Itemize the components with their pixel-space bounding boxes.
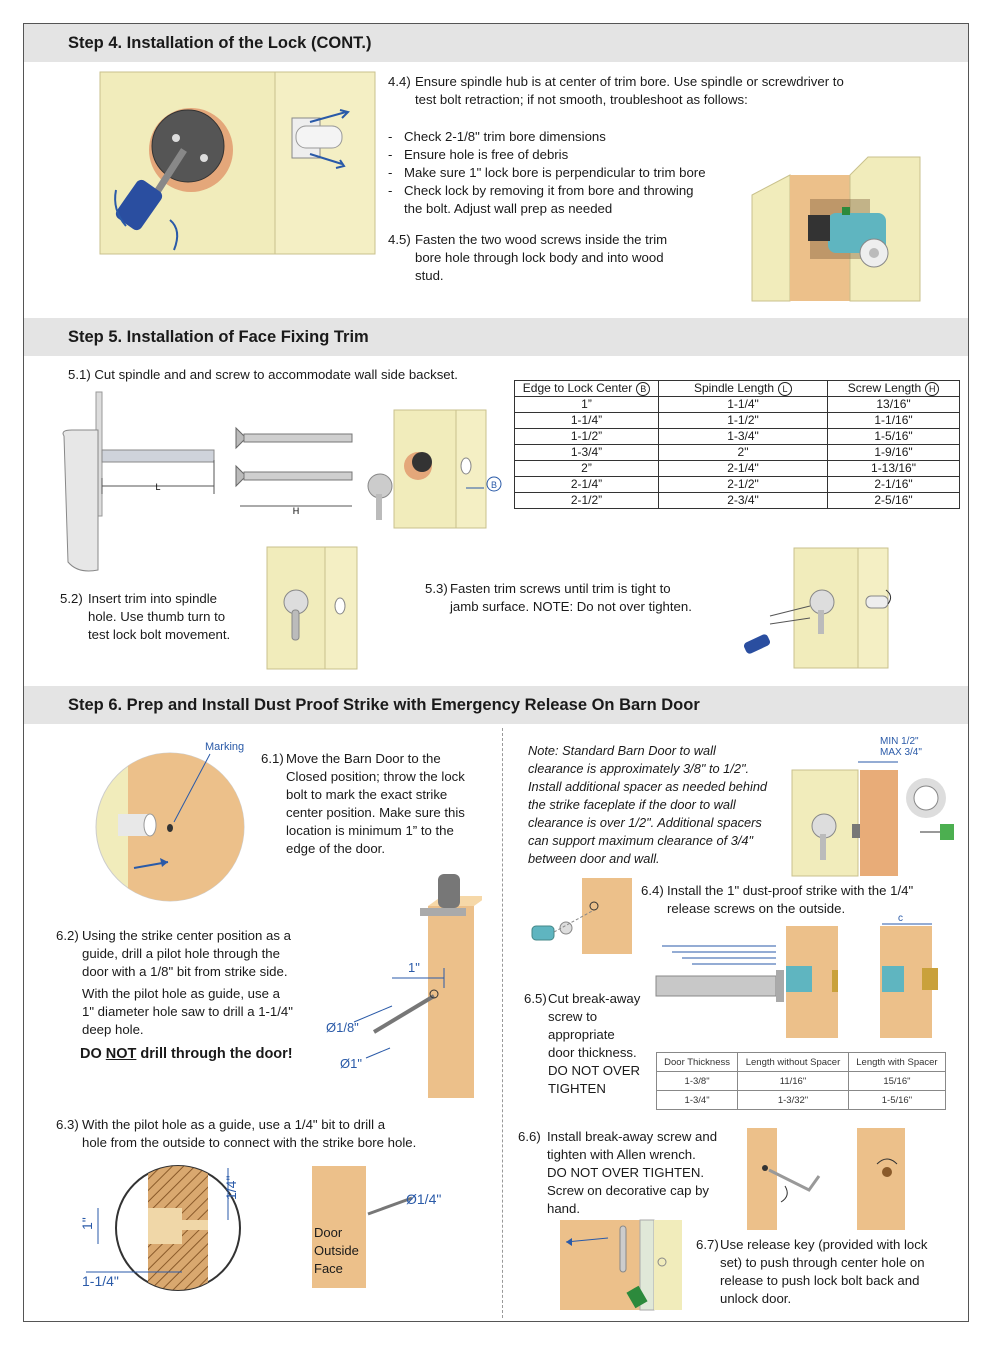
step5-header: Step 5. Installation of Face Fixing Trim: [24, 318, 968, 356]
s44-line2: test bolt retraction; if not smooth, troubleshoot as follows:: [415, 92, 748, 107]
step6-6-text: 6.6) Install break-away screw and tighten with Allen wrench. DO NOT OVER TIGHTEN. Screw on decorative cap by hand.: [518, 1129, 718, 1216]
list-item: - Ensure hole is free of debris: [388, 147, 569, 162]
dim-1-dia: Ø1": [340, 1056, 362, 1071]
release-key-diagram: [558, 1218, 686, 1312]
trim-spindle-diagram: [58, 388, 218, 572]
bore-section-diagram: [76, 1160, 276, 1292]
door-outside-face-label: Door Outside Face: [314, 1225, 359, 1276]
step6-header: Step 6. Prep and Install Dust Proof Strike with Emergency Release On Barn Door: [24, 686, 968, 724]
s44-line1: Ensure spindle hub is at center of trim bore. Use spindle or screwdriver to: [415, 74, 844, 89]
clearance-note: Note: Standard Barn Door to wall clearance is approximately 3/8" to 1/2". Install additional spacer as needed behind the strike faceplate if the door to wall clearance is over 1/2". Additional spacers can support maximum clearance of 3/4" between door and wall.: [528, 743, 768, 866]
step5-1-text: 5.1) Cut spindle and and screw to accommodate wall side backset.: [68, 367, 458, 382]
warning-text: DO NOT drill through the door!: [80, 1046, 293, 1062]
list-item-continued: the bolt. Adjust wall prep as needed: [404, 201, 613, 216]
dim-1-8-dia: Ø1/8": [326, 1020, 359, 1035]
max-clearance-label: MAX 3/4": [880, 747, 922, 758]
wood-screw-cutaway-illustration: [750, 155, 950, 303]
trim-inserted-diagram: [266, 546, 360, 670]
list-item: - Check 2-1/8" trim bore dimensions: [388, 129, 606, 144]
step6-4-text: 6.4) Install the 1" dust-proof strike with the 1/4" release screws on the outside.: [641, 883, 914, 916]
step5-3-text: 5.3) Fasten trim screws until trim is tight to jamb surface. NOTE: Do not over tighten.: [425, 581, 692, 614]
trim-on-jamb-diagram: [362, 408, 512, 530]
dim-L: L: [155, 482, 161, 492]
dim-H: H: [292, 506, 300, 516]
table-row: 1-1/4” 1-1/2" 1-1/16": [515, 413, 960, 429]
table-row: 1-3/4" 1-3/32" 1-5/16": [657, 1091, 946, 1110]
table-row: 1” 1-1/4" 13/16": [515, 397, 960, 413]
dim-1-4-vertical: 1/4": [223, 1175, 239, 1200]
troubleshoot-list: [388, 128, 748, 218]
clearance-diagram: [790, 760, 960, 880]
step5-2-text: 5.2) Insert trim into spindle hole. Use thumb turn to test lock bolt movement.: [60, 591, 231, 642]
list-item: - Make sure 1" lock bore is perpendicular to trim bore: [388, 165, 706, 180]
step6-1-text: 6.1) Move the Barn Door to the Closed position; throw the lock bolt to mark the exact strike center position. Make sure this location is minimum 1” to the edge of the door.: [261, 751, 465, 856]
allen-wrench-diagram: [745, 1126, 945, 1232]
table-header-row: Edge to Lock Center B Spindle Length L Screw Length H: [515, 381, 960, 397]
table-row: 2-1/2” 2-3/4" 2-5/16": [515, 493, 960, 509]
step6-5-text: 6.5) Cut break-away screw to appropriate door thickness. DO NOT OVER TIGHTEN: [524, 991, 641, 1096]
step6-7-text: 6.7) Use release key (provided with lock set) to push through center hole on release to push lock bolt back and unlock door.: [696, 1237, 928, 1306]
table-row: 1-1/2” 1-3/4" 1-5/16": [515, 429, 960, 445]
break-away-screw-diagram: [652, 920, 950, 1042]
table-row: 1-3/8" 11/16" 15/16": [657, 1072, 946, 1091]
step4-5-text: 4.5) Fasten the two wood screws inside the trim bore hole through lock body and into wood stud.: [388, 232, 668, 283]
step6-3-text: 6.3) With the pilot hole as a guide, use a 1/4" bit to drill a hole from the outside to connect with the strike bore hole.: [56, 1117, 417, 1150]
step4-lock-illustration: [96, 70, 386, 260]
dim-1-vertical: 1": [79, 1217, 95, 1230]
table-header-row: Door Thickness Length without Spacer Length with Spacer: [657, 1053, 946, 1072]
dim-1-1-4: 1-1/4": [82, 1273, 119, 1289]
dim-1-inch: 1": [408, 960, 420, 975]
column-divider: [502, 728, 503, 1318]
marking-label: Marking: [205, 741, 245, 753]
dim-c-label: c: [898, 913, 903, 924]
trim-screws-diagram: [232, 422, 358, 518]
step6-2-text: 6.2) Using the strike center position as a guide, drill a pilot hole through the door with a 1/8" bit from strike side. With the pilot hole as guide, use a 1" diameter hole saw to drill a 1-1/4" deep hole.: [56, 928, 293, 1037]
spindle-screw-table: [514, 380, 960, 509]
step4-header: Step 4. Installation of the Lock (CONT.): [24, 24, 968, 62]
table-row: 2” 2-1/4" 1-13/16": [515, 461, 960, 477]
marking-circle-diagram: [82, 750, 262, 904]
list-item: - Check lock by removing it from bore and throwing: [388, 183, 694, 198]
strike-install-diagram: [526, 876, 636, 956]
table-row: 1-3/4” 2" 1-9/16": [515, 445, 960, 461]
door-thickness-table: [656, 1052, 946, 1110]
dim-1-4-dia: Ø1/4": [406, 1191, 442, 1207]
fasten-trim-diagram: [740, 546, 900, 670]
drill-door-diagram: [322, 872, 482, 1100]
min-clearance-label: MIN 1/2": [880, 736, 919, 747]
dim-B: B: [490, 480, 498, 490]
table-row: 2-1/4” 2-1/2" 2-1/16": [515, 477, 960, 493]
step4-4-text: 4.4) Ensure spindle hub is at center of trim bore. Use spindle or screwdriver to test bolt retraction; if not smooth, troubleshoot as follows:: [388, 73, 888, 109]
